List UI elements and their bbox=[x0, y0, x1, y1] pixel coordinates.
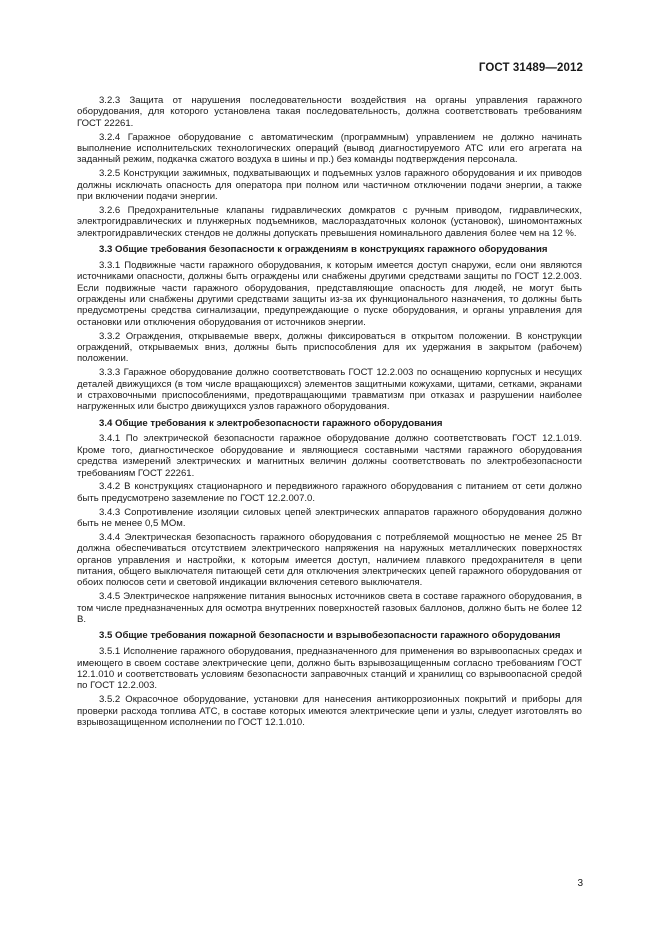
paragraph-3-5-2: 3.5.2 Окрасочное оборудование, установки для нанесения антикоррозионных покрытий и приборы для проверки расхода топлива АТС, в составе которых имеются электрические цепи и узлы, следует изготовлять во взрывозащищенном исполнении по ГОСТ 12.1.010. bbox=[77, 694, 582, 728]
standard-designation: ГОСТ 31489—2012 bbox=[478, 62, 583, 74]
page-number: 3 bbox=[577, 878, 583, 889]
paragraph-3-3-3: 3.3.3 Гаражное оборудование должно соответствовать ГОСТ 12.2.003 по оснащению корпусных и несущих деталей движущихся (в том числе вращающихся) элементов защитными кожухами, щитами, сетками, экранами и страховочными приспособлениями, предотвращающими травматизм при отказах и разрушении наиболее нагруженных или быстро движущихся узлов гаражного оборудования. bbox=[77, 367, 582, 413]
paragraph-3-2-4: 3.2.4 Гаражное оборудование с автоматическим (программным) управлением не должно начинать выполнение исполнительских технологических операций (вывод диагностируемого АТС или его агрегата на заданный режим, подкачка сжатого воздуха в шины и пр.) без команды подтверждения персонала. bbox=[77, 131, 582, 166]
paragraph-3-2-6: 3.2.6 Предохранительные клапаны гидравлических домкратов с ручным приводом, гидравлических, электрогидравлических и плунжерных подъемников, маслораздаточных колонок (установок), шиномонтажных электрогидравлических стендов не должны допускать превышения номинального давления более чем на 12 %. bbox=[77, 204, 582, 239]
document-body bbox=[77, 95, 582, 731]
section-heading-3-3: 3.3 Общие требования безопасности к ограждениям в конструкциях гаражного оборудования bbox=[99, 244, 548, 255]
paragraph-3-4-1: 3.4.1 По электрической безопасности гаражное оборудование должно соответствовать ГОСТ 12.1.019. Кроме того, диагностическое оборудование и являющиеся составными частями гаражного оборудования средства измерений электрических и магнитных величин должны соответствовать по электробезопасности требованиям ГОСТ 22261. bbox=[77, 433, 582, 479]
paragraph-3-3-2: 3.3.2 Ограждения, открываемые вверх, должны фиксироваться в открытом положении. В конструкции ограждений, открываемых вниз, должны быть приспособления для их удержания в закрытом (рабочем) положении. bbox=[77, 330, 582, 365]
section-heading-3-5: 3.5 Общие требования пожарной безопасности и взрывобезопасности гаражного оборудования bbox=[99, 630, 561, 642]
paragraph-3-4-5: 3.4.5 Электрическое напряжение питания выносных источников света в составе гаражного оборудования, в том числе предназначенных для осмотра внутренних поверхностей газовых баллонов, должно быть не более 12 В. bbox=[77, 591, 582, 625]
paragraph-3-4-3: 3.4.3 Сопротивление изоляции силовых цепей электрических аппаратов гаражного оборудования должно быть не менее 0,5 МОм. bbox=[77, 506, 582, 529]
paragraph-3-5-1: 3.5.1 Исполнение гаражного оборудования, предназначенного для применения во взрывоопасных средах и имеющего в своем составе электрические цепи, должно быть взрывозащищенным согласно требованиям ГОСТ 12.1.010 и соответствовать условиям безопасности заправочных станций и хранилищ со взрывоопасной средой по ГОСТ 12.2.003. bbox=[77, 646, 582, 692]
section-heading-3-4: 3.4 Общие требования к электробезопасности гаражного оборудования bbox=[99, 417, 443, 429]
paragraph-3-2-5: 3.2.5 Конструкции зажимных, подхватывающих и подъемных узлов гаражного оборудования и их приводов должны исключать опасность для оператора при полном или частичном отключении подачи энергии, а также при включении подачи энергии. bbox=[77, 168, 582, 202]
paragraph-3-4-4: 3.4.4 Электрическая безопасность гаражного оборудования с потребляемой мощностью не менее 25 Вт должна обеспечиваться отсутствием электрического напряжения на наружных металлических поверхностях органов управления и настройки, к которым имеется доступ, наличием плавкого предохранителя в цепи питания, общего выключателя питающей сети для отключения электрических цепей гаражного оборудования от обоих полюсов сети и световой индикации включения сетевого выключателя. bbox=[77, 531, 582, 589]
paragraph-3-2-3: 3.2.3 Защита от нарушения последовательности воздействия на органы управления гаражного оборудования, для которого установлена такая последовательность, должна соответствовать требованиям ГОСТ 22261. bbox=[77, 95, 582, 129]
paragraph-3-4-2: 3.4.2 В конструкциях стационарного и передвижного гаражного оборудования с питанием от сети должно быть предусмотрено заземление по ГОСТ 12.2.007.0. bbox=[77, 481, 582, 504]
paragraph-3-3-1: 3.3.1 Подвижные части гаражного оборудования, к которым имеется доступ снаружи, если они являются источниками опасности, должны быть ограждены или снабжены другими средствами защиты по ГОСТ 12.2.003. Если подвижные части гаражного оборудования, представляющие опасность для людей, не могут быть ограждены или снабжены другими средствами защиты из-за их функционального назначения, то должны быть предусмотрены средства сигнализации, предупреждающие о пуске оборудования, и органы управления для остановки или отключения оборудования от источников энергии. bbox=[77, 259, 582, 328]
